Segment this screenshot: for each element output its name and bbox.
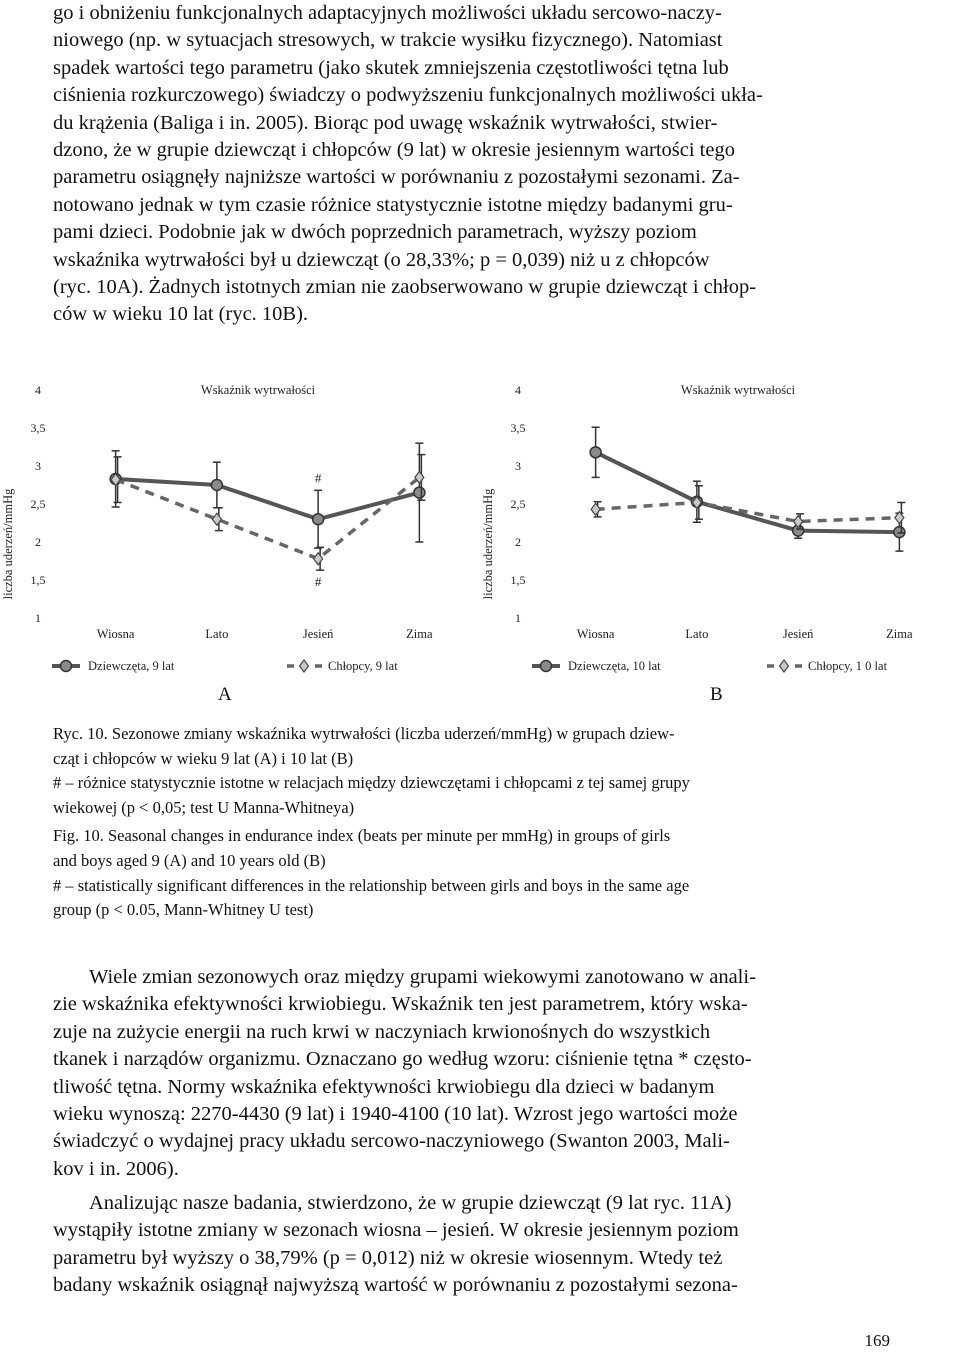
legend-label: Chłopcy, 1 0 lat: [808, 659, 888, 673]
legend-marker: [780, 660, 789, 672]
bottom-paragraph: [53, 964, 893, 1183]
text-line: wskaźnika wytrwałości był u dziewcząt (o 28,33%; p = 0,039) niż u z chłopców: [53, 248, 710, 271]
series-line: [116, 477, 420, 558]
legend-label: Chłopcy, 9 lat: [328, 659, 398, 673]
figure-caption: [53, 722, 893, 923]
y-axis-label: liczba uderzeń/mmHg: [481, 488, 495, 600]
caption-line: cząt i chłopców w wieku 9 lat (A) i 10 lat (B): [53, 748, 354, 768]
chart-a-svg: [0, 370, 480, 690]
caption-line: Ryc. 10. Sezonowe zmiany wskaźnika wytrwałości (liczba uderzeń/mmHg) w grupach dziew-: [53, 724, 675, 743]
chart-title: Wskaźnik wytrwałości: [680, 383, 796, 397]
data-point: [414, 487, 425, 498]
text-line: kov i in. 2006).: [53, 1157, 179, 1180]
text-line: dzono, że w grupie dziewcząt i chłopców (9 lat) w okresie jesiennym wartości tego: [53, 139, 735, 162]
data-point: [211, 480, 222, 491]
y-axis-label: liczba uderzeń/mmHg: [1, 488, 15, 600]
series-line: [596, 502, 900, 521]
text-line: (ryc. 10A). Żadnych istotnych zmian nie zaobserwowano w grupie dziewcząt i chłop-: [53, 276, 757, 299]
text-line: wieku wynoszą: 2270-4430 (9 lat) i 1940-4100 (10 lat). Wzrost jego wartości może: [53, 1103, 738, 1126]
caption-line: Fig. 10. Seasonal changes in endurance index (beats per minute per mmHg) in groups of girls: [53, 826, 671, 846]
chart-b: [480, 370, 960, 690]
legend-marker: [300, 660, 309, 672]
x-tick-label: Lato: [685, 627, 709, 641]
data-point: [590, 447, 601, 458]
y-tick-label: 4: [515, 383, 521, 397]
x-tick-label: Jesień: [782, 627, 814, 641]
legend-marker: [541, 661, 552, 672]
text-line: parametru był wyższy o 38,79% (p = 0,012) niż w okresie wiosennym. Wtedy też: [53, 1246, 723, 1269]
text-line: Wiele zmian sezonowych oraz między grupami wiekowymi zanotowano w anali-: [89, 966, 756, 988]
y-tick-label: 3,5: [510, 421, 526, 435]
legend-marker: [61, 661, 72, 672]
y-tick-label: 1: [35, 611, 41, 625]
y-tick-label: 1: [515, 611, 521, 625]
caption-line: # – statistically significant differences in the relationship between girls and boys in the same age: [53, 875, 690, 895]
text-line: zuje na zużycie energii na ruch krwi w naczyniach krwionośnych do wszystkich: [53, 1020, 711, 1043]
text-line: notowano jednak w tym czasie różnice statystycznie istotne między badanymi gru-: [53, 193, 733, 216]
y-tick-label: 3: [35, 459, 41, 473]
text-line: Analizując nasze badania, stwierdzono, że w grupie dziewcząt (9 lat ryc. 11A): [89, 1192, 732, 1214]
text-line: du krążenia (Baliga i in. 2005). Biorąc pod uwagę wskaźnik wytrwałości, stwier-: [53, 111, 718, 134]
chart-title: Wskaźnik wytrwałości: [200, 383, 316, 397]
x-tick-label: Zima: [886, 627, 913, 641]
top-paragraph: [53, 0, 893, 329]
x-tick-label: Zima: [406, 627, 433, 641]
data-point: [314, 553, 323, 565]
text-line: go i obniżeniu funkcjonalnych adaptacyjnych możliwości układu sercowo-naczy-: [53, 2, 722, 24]
caption-line: wiekowej (p < 0,05; test U Manna-Whitneya): [53, 797, 355, 817]
text-line: wystąpiły istotne zmiany w sezonach wiosna – jesień. W okresie jesiennym poziom: [53, 1219, 739, 1242]
y-tick-label: 1,5: [510, 573, 526, 587]
significance-mark: #: [314, 470, 322, 486]
chart-a: [0, 370, 480, 690]
y-tick-label: 4: [35, 383, 41, 397]
data-point: [894, 527, 905, 538]
text-line: tkanek i narządów organizmu. Oznaczano go według wzoru: ciśnienie tętna * często-: [53, 1048, 752, 1071]
y-tick-label: 2,5: [30, 497, 46, 511]
data-point: [591, 503, 600, 515]
significance-mark: #: [314, 574, 322, 590]
text-line: pami dzieci. Podobnie jak w dwóch poprzednich parametrach, wyższy poziom: [53, 221, 697, 244]
y-tick-label: 1,5: [30, 573, 46, 587]
text-line: niowego (np. w sytuacjach stresowych, w trakcie wysiłku fizycznego). Natomiast: [53, 29, 723, 52]
caption-line: group (p < 0.05, Mann-Whitney U test): [53, 900, 314, 920]
text-line: badany wskaźnik osiągnął najwyższą wartość w porównaniu z pozostałymi sezona-: [53, 1274, 738, 1297]
text-line: parametru osiągnęły najniższe wartości w porównaniu z pozostałymi sezonami. Za-: [53, 166, 740, 189]
last-paragraph: [53, 1190, 893, 1300]
data-point: [313, 514, 324, 525]
caption-line: and boys aged 9 (A) and 10 years old (B): [53, 850, 326, 870]
chart-b-svg: [480, 370, 960, 690]
text-line: świadczyć o wydajnej pracy układu sercowo-naczyniowego (Swanton 2003, Mali-: [53, 1130, 730, 1153]
text-line: ciśnienia rozkurczowego) świadczy o podwyższeniu funkcjonalnych możliwości ukła-: [53, 84, 763, 107]
y-tick-label: 2: [35, 535, 41, 549]
text-line: zie wskaźnika efektywności krwiobiegu. Wskaźnik ten jest parametrem, który wska-: [53, 993, 748, 1016]
y-tick-label: 2: [515, 535, 521, 549]
legend-label: Dziewczęta, 9 lat: [88, 659, 175, 673]
caption-line: # – różnice statystycznie istotne w relacjach między dziewczętami i chłopcami z tej samej grupy: [53, 773, 690, 793]
data-point: [212, 513, 221, 525]
text-line: spadek wartości tego parametru (jako skutek zmniejszenia częstotliwości tętna lub: [53, 56, 729, 79]
legend-label: Dziewczęta, 10 lat: [568, 659, 661, 673]
page-number: 169: [864, 1331, 890, 1350]
x-tick-label: Jesień: [302, 627, 334, 641]
x-tick-label: Wiosna: [576, 627, 615, 641]
text-line: ców w wieku 10 lat (ryc. 10B).: [53, 303, 309, 326]
x-tick-label: Wiosna: [96, 627, 135, 641]
y-tick-label: 2,5: [510, 497, 526, 511]
y-tick-label: 3,5: [30, 421, 46, 435]
x-tick-label: Lato: [205, 627, 229, 641]
text-line: tliwość tętna. Normy wskaźnika efektywności krwiobiegu dla dzieci w badanym: [53, 1075, 715, 1098]
y-tick-label: 3: [515, 459, 521, 473]
panel-letter-b: B: [710, 684, 723, 705]
panel-letter-a: A: [218, 684, 232, 705]
